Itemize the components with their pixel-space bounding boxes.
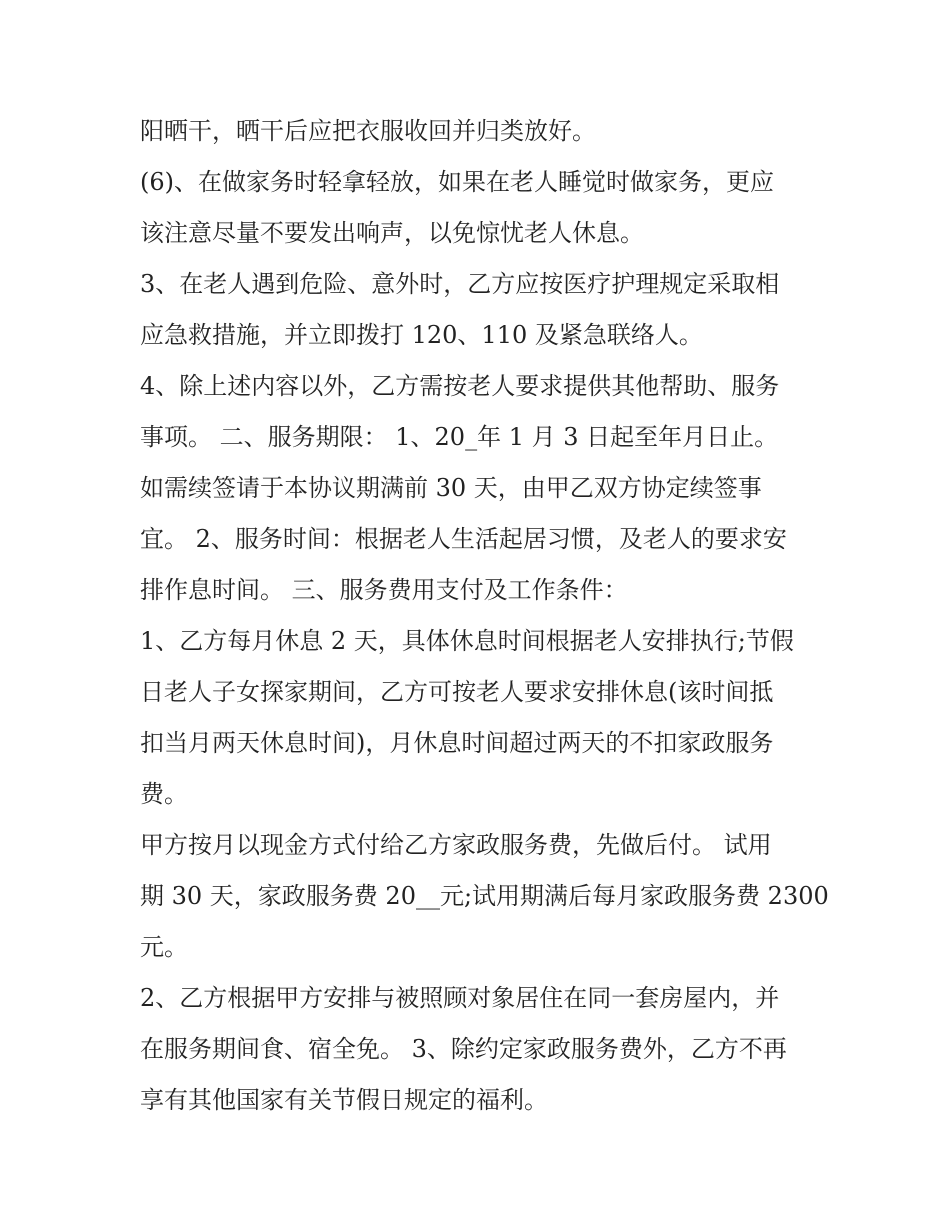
text-line: 费。	[140, 780, 188, 808]
text-line: 应急救措施，并立即拨打 120、110 及紧急联络人。	[140, 321, 703, 349]
text-line: 甲方按月以现金方式付给乙方家政服务费，先做后付。 试用	[140, 831, 772, 859]
text-line: 宜。 2、服务时间：根据老人生活起居习惯，及老人的要求安	[140, 525, 787, 553]
text-line: 4、除上述内容以外，乙方需按老人要求提供其他帮助、服务	[140, 372, 780, 400]
document-body	[140, 106, 829, 1126]
text-line: 阳晒干，晒干后应把衣服收回并归类放好。	[140, 117, 596, 145]
text-line: 3、在老人遇到危险、意外时，乙方应按医疗护理规定采取相	[140, 270, 780, 298]
text-line: 该注意尽量不要发出响声，以免惊忧老人休息。	[140, 219, 644, 247]
text-line: 期 30 天，家政服务费 20__元;试用期满后每月家政服务费 2300	[140, 882, 829, 910]
text-line: 如需续签请于本协议期满前 30 天，由甲乙双方协定续签事	[140, 474, 762, 502]
text-line: 事项。 二、服务期限： 1、20_年 1 月 3 日起至年月日止。	[140, 423, 779, 451]
text-line: 日老人子女探家期间，乙方可按老人要求安排休息(该时间抵	[140, 678, 774, 706]
text-line: 元。	[140, 933, 188, 961]
text-line: (6)、在做家务时轻拿轻放，如果在老人睡觉时做家务，更应	[140, 168, 774, 196]
text-line: 享有其他国家有关节假日规定的福利。	[140, 1086, 548, 1114]
text-line: 1、乙方每月休息 2 天，具体休息时间根据老人安排执行;节假	[140, 627, 794, 655]
text-line: 排作息时间。 三、服务费用支付及工作条件：	[140, 576, 628, 604]
text-line: 2、乙方根据甲方安排与被照顾对象居住在同一套房屋内，并	[140, 984, 780, 1012]
text-line: 在服务期间食、宿全免。 3、除约定家政服务费外，乙方不再	[140, 1035, 787, 1063]
text-line: 扣当月两天休息时间)，月休息时间超过两天的不扣家政服务	[140, 729, 774, 757]
